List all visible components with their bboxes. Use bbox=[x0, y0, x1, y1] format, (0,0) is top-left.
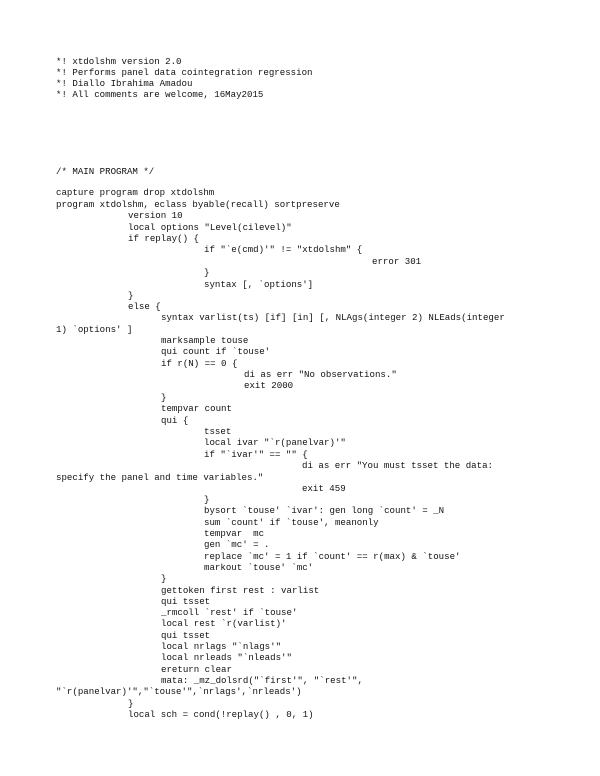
code-line: tempvar mc bbox=[204, 528, 265, 539]
code-line: marksample touse bbox=[161, 335, 249, 346]
code-line: ereturn clear bbox=[161, 664, 232, 675]
code-line: syntax [, `options'] bbox=[204, 279, 314, 290]
code-line: specify the panel and time variables." bbox=[56, 472, 264, 483]
code-line: local ivar "`r(panelvar)'" bbox=[204, 437, 346, 448]
code-line: if r(N) == 0 { bbox=[161, 358, 238, 369]
code-line: capture program drop xtdolshm bbox=[56, 187, 215, 198]
code-line: di as err "You must tsset the data: bbox=[302, 460, 493, 471]
code-line: /* MAIN PROGRAM */ bbox=[56, 166, 155, 177]
code-line: markout `touse' `mc' bbox=[204, 562, 314, 573]
code-line: "`r(panelvar)'","`touse'",`nrlags',`nrleads') bbox=[56, 686, 302, 697]
code-line: local sch = cond(!replay() , 0, 1) bbox=[128, 709, 314, 720]
code-line: local nrlags "`nlags'" bbox=[161, 641, 282, 652]
code-line: error 301 bbox=[372, 256, 422, 267]
code-line: replace `mc' = 1 if `count' == r(max) & `touse' bbox=[204, 551, 461, 562]
code-line: if replay() { bbox=[128, 233, 199, 244]
code-line: } bbox=[161, 392, 167, 403]
code-line: program xtdolshm, eclass byable(recall) sortpreserve bbox=[56, 199, 340, 210]
code-line: syntax varlist(ts) [if] [in] [, NLAgs(integer 2) NLEads(integer bbox=[161, 312, 505, 323]
code-line: exit 2000 bbox=[244, 380, 294, 391]
code-line: local options "Level(cilevel)" bbox=[128, 222, 292, 233]
code-line: } bbox=[128, 698, 134, 709]
code-line: sum `count' if `touse', meanonly bbox=[204, 517, 379, 528]
code-line: else { bbox=[128, 301, 161, 312]
code-line: local rest `r(varlist)' bbox=[161, 618, 287, 629]
code-line: 1) `options' ] bbox=[56, 324, 133, 335]
code-line: local nrleads "`nleads'" bbox=[161, 652, 292, 663]
code-line: qui tsset bbox=[161, 630, 211, 641]
code-line: tsset bbox=[204, 426, 232, 437]
code-line: *! Performs panel data cointegration regression bbox=[56, 67, 313, 78]
code-line: qui { bbox=[161, 415, 189, 426]
code-line: qui tsset bbox=[161, 596, 211, 607]
code-line: *! Diallo Ibrahima Amadou bbox=[56, 78, 193, 89]
code-line: } bbox=[204, 267, 210, 278]
code-line: if "`ivar'" == "" { bbox=[204, 449, 308, 460]
code-line: qui count if `touse' bbox=[161, 346, 271, 357]
code-line: gen `mc' = . bbox=[204, 539, 270, 550]
code-line: } bbox=[204, 494, 210, 505]
code-line: version 10 bbox=[128, 210, 183, 221]
code-line: } bbox=[161, 573, 167, 584]
code-line: *! xtdolshm version 2.0 bbox=[56, 56, 182, 67]
code-line: gettoken first rest : varlist bbox=[161, 585, 320, 596]
code-line: di as err "No observations." bbox=[244, 369, 397, 380]
code-line: _rmcoll `rest' if `touse' bbox=[161, 607, 298, 618]
code-line: *! All comments are welcome, 16May2015 bbox=[56, 89, 264, 100]
code-line: exit 459 bbox=[302, 483, 346, 494]
code-line: if "`e(cmd)'" != "xtdolshm" { bbox=[204, 244, 363, 255]
code-line: bysort `touse' `ivar': gen long `count' = _N bbox=[204, 505, 445, 516]
code-line: tempvar count bbox=[161, 403, 232, 414]
code-line: } bbox=[128, 290, 134, 301]
code-line: mata: _mz_dolsrd("`first'", "`rest'", bbox=[161, 675, 363, 686]
